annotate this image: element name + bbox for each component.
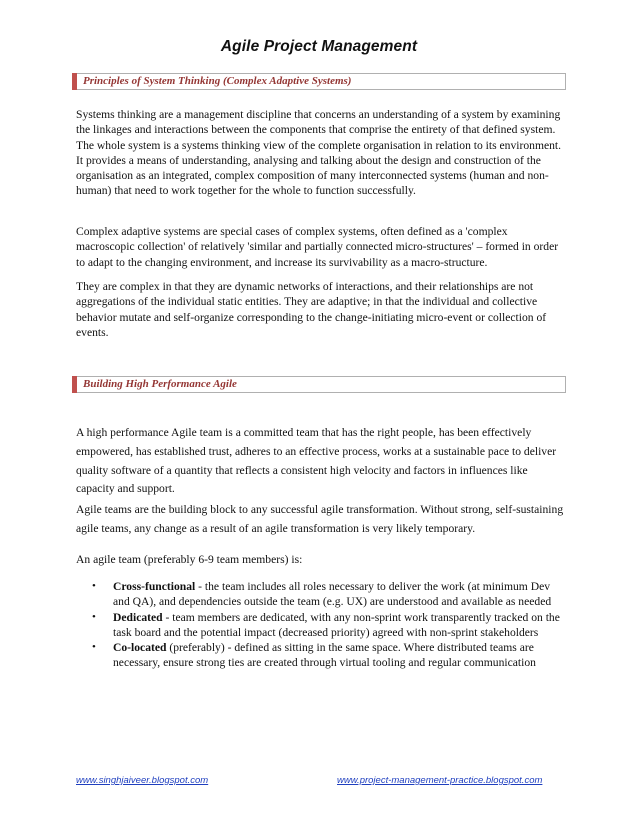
section-heading-high-performance (72, 376, 566, 393)
paragraph: Complex adaptive systems are special cases of complex systems, often defined as a 'complex macroscopic collection' of relatively 'similar and partially connected micro-structures' – formed in order to adapt to the changing environment, and increase its survivability as a macro-structure. (76, 225, 559, 269)
list-item-term: Co-located (113, 641, 167, 655)
paragraph: An agile team (preferably 6-9 team members) is: (76, 553, 303, 566)
paragraph: A high performance Agile team is a committed team that has the right people, has been effectively empowered, has established trust, adheres to an effective process, works at a sustainable pace to deliver quality software of a quantity that reflects a consistent high velocity and factors in influences like capacity and support. (76, 426, 557, 496)
document-title: Agile Project Management (220, 38, 418, 55)
list-item-text: - the team includes all roles necessary to deliver the work (at minimum Dev and QA), and dependencies outside the team (e.g. UX) are understood and available as needed (113, 580, 552, 609)
list-item (76, 610, 568, 641)
paragraph: They are complex in that they are dynamic networks of interactions, and their relationships are not aggregations of the individual static entities. They are adaptive; in that the individual and collective behavior mutate and self-organize corresponding to the change-initiating micro-event or collection of events. (76, 280, 547, 339)
list-item-text: - team members are dedicated, with any non-sprint work transparently tracked on the task board and the potential impact (decreased priority) agreed with non-sprint stakeholders (113, 610, 560, 639)
list-item-term: Cross-functional (113, 580, 196, 593)
section-heading-text: Building High Performance Agile (83, 378, 237, 390)
bullet-icon: • (92, 580, 96, 592)
heading-accent-bar (72, 376, 77, 393)
section-heading-systems-thinking (72, 73, 566, 90)
bullet-icon: • (92, 641, 96, 654)
list-item-term: Dedicated (113, 610, 163, 624)
list-item-text: (preferably) - defined as sitting in the same space. Where distributed teams are necessary, ensure strong ties are created through virtual tooling and regular communication (113, 641, 536, 670)
footer-link-right[interactable]: www.project-management-practice.blogspot.com (337, 775, 543, 786)
bullet-icon: • (92, 610, 96, 623)
team-attributes-list (76, 579, 568, 671)
list-item (76, 579, 568, 610)
heading-accent-bar (72, 73, 77, 90)
list-item (76, 640, 568, 671)
footer-link-left[interactable]: www.singhjaiveer.blogspot.com (76, 775, 209, 786)
section-heading-text: Principles of System Thinking (Complex Adaptive Systems) (83, 75, 352, 87)
paragraph: Systems thinking are a management discipline that concerns an understanding of a system by examining the linkages and interactions between the components that comprise the entirety of that defined system. The whole system is a systems thinking view of the complete organisation in relation to its environment. It provides a means of understanding, analysing and talking about the design and construction of the organisation as an integrated, complex composition of many interconnected systems (human and non-human) that need to work together for the whole to function successfully. (76, 108, 562, 198)
paragraph: Agile teams are the building block to any successful agile transformation. Without strong, self-sustaining agile teams, any change as a result of an agile transformation is very likely temporary. (76, 503, 564, 535)
